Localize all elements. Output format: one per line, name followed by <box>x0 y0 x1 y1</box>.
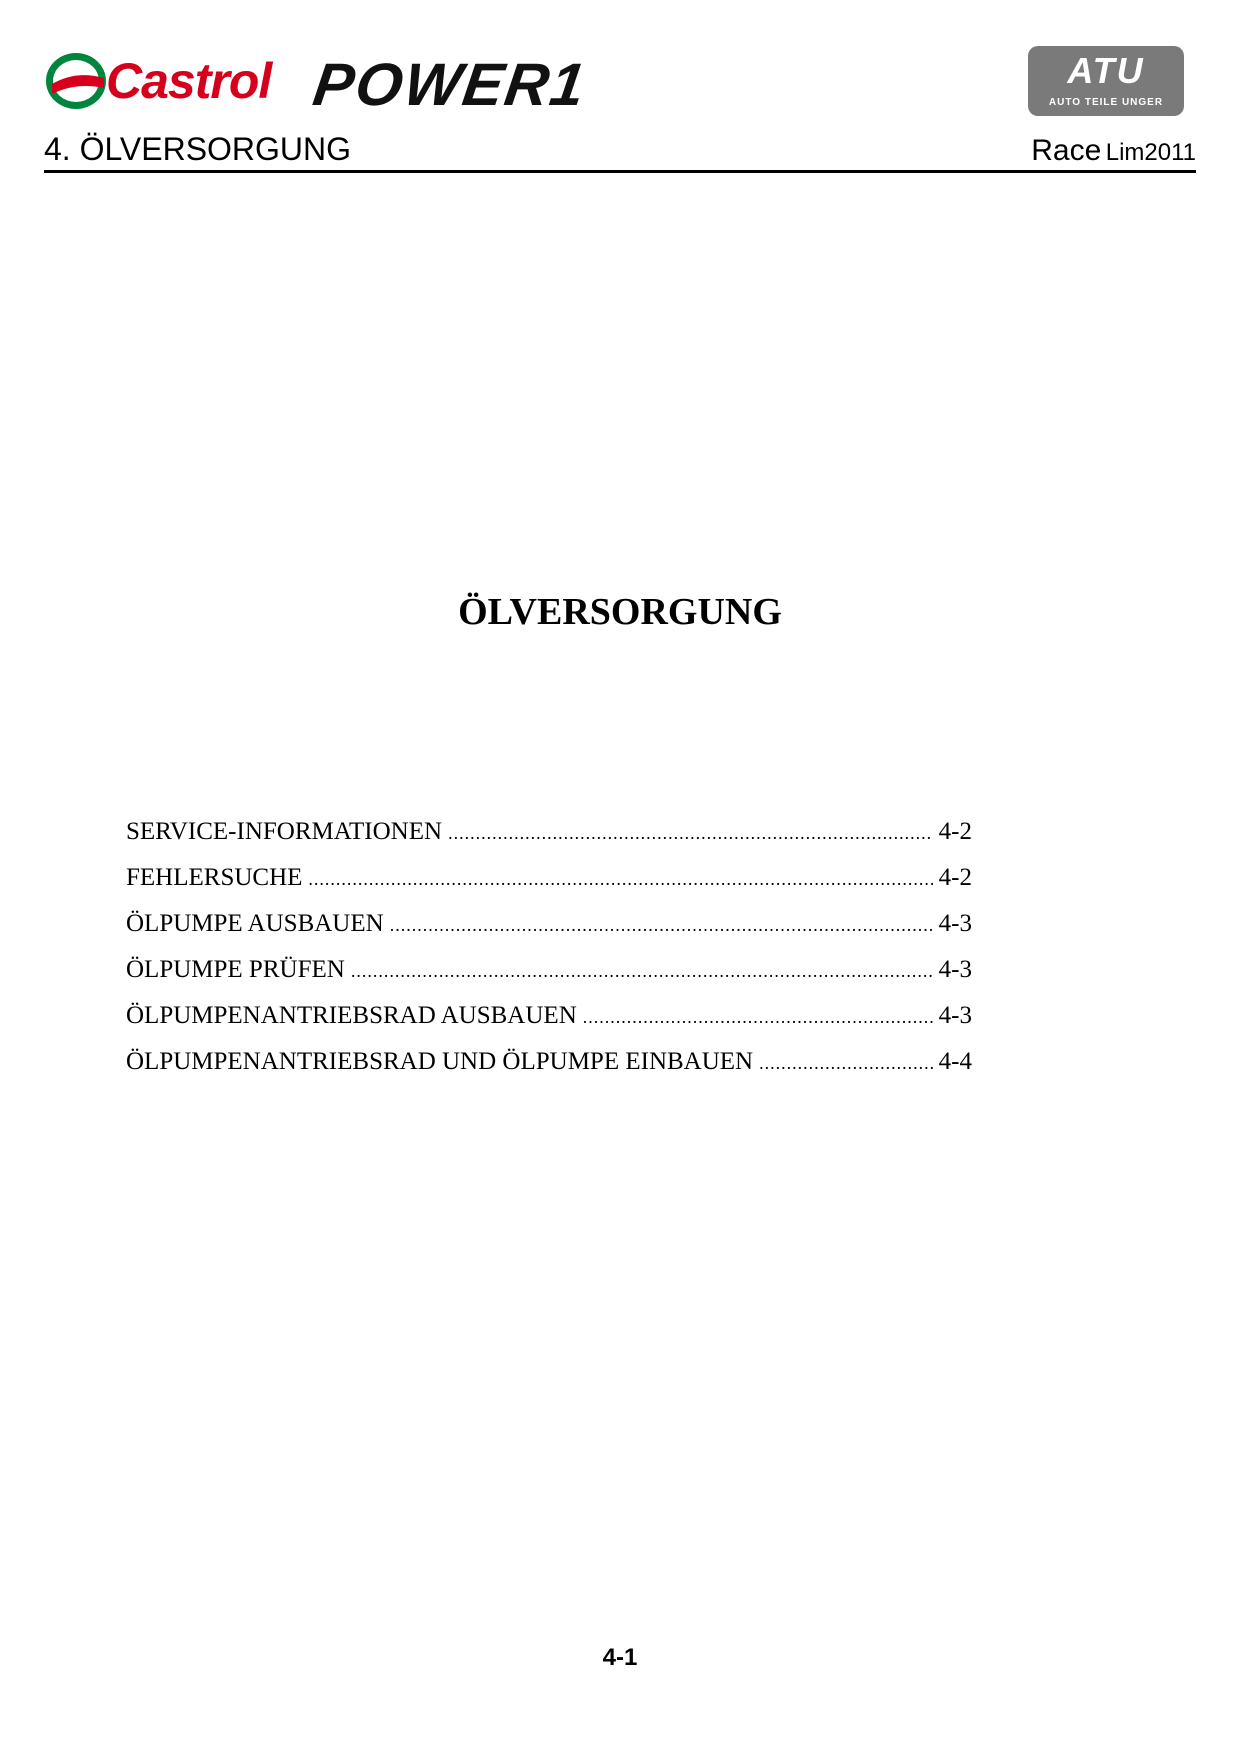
page-number: 4-1 <box>602 1644 638 1671</box>
toc-entry-label: FEHLERSUCHE <box>126 864 303 891</box>
toc-entry-label: ÖLPUMPENANTRIEBSRAD UND ÖLPUMPE EINBAUEN <box>126 1048 754 1075</box>
atu-logo <box>1028 46 1184 116</box>
toc-leader-dots <box>308 869 932 890</box>
chapter-heading-row <box>44 128 1196 173</box>
table-of-contents <box>126 818 972 1094</box>
castrol-logo <box>44 48 294 114</box>
toc-entry-label: ÖLPUMPE AUSBAUEN <box>126 910 384 937</box>
toc-entry[interactable] <box>126 910 972 956</box>
castrol-wordmark: Castrol <box>106 53 272 109</box>
toc-entry[interactable] <box>126 1002 972 1048</box>
atu-wordmark: ATU <box>1067 50 1145 91</box>
toc-entry-page: 4-3 <box>938 910 972 937</box>
toc-entry-label: SERVICE-INFORMATIONEN <box>126 818 443 845</box>
toc-entry[interactable] <box>126 956 972 1002</box>
toc-entry-page: 4-3 <box>938 1002 972 1029</box>
page-header <box>44 40 1196 170</box>
power1-logo: POWER1 <box>309 51 591 118</box>
model-name-year: Lim2011 <box>1105 139 1196 166</box>
toc-leader-dots <box>759 1053 933 1074</box>
toc-leader-dots <box>351 961 933 982</box>
chapter-title: 4. ÖLVERSORGUNG <box>44 131 352 167</box>
toc-entry-page: 4-2 <box>938 864 972 891</box>
model-name <box>1031 134 1196 168</box>
page-title: ÖLVERSORGUNG <box>458 591 782 633</box>
toc-leader-dots <box>583 1007 933 1028</box>
toc-entry[interactable] <box>126 864 972 910</box>
toc-entry-page: 4-3 <box>938 956 972 983</box>
toc-entry-page: 4-4 <box>938 1048 972 1075</box>
model-name-race: Race <box>1031 134 1102 167</box>
toc-entry-label: ÖLPUMPENANTRIEBSRAD AUSBAUEN <box>126 1002 577 1029</box>
toc-entry[interactable] <box>126 1048 972 1094</box>
toc-entry[interactable] <box>126 818 972 864</box>
toc-entry-page: 4-2 <box>938 818 972 845</box>
castrol-emblem-icon <box>44 48 114 114</box>
toc-leader-dots <box>390 915 933 936</box>
toc-entry-label: ÖLPUMPE PRÜFEN <box>126 956 345 983</box>
toc-leader-dots <box>448 823 933 844</box>
atu-subtitle: AUTO TEILE UNGER <box>1048 97 1164 108</box>
